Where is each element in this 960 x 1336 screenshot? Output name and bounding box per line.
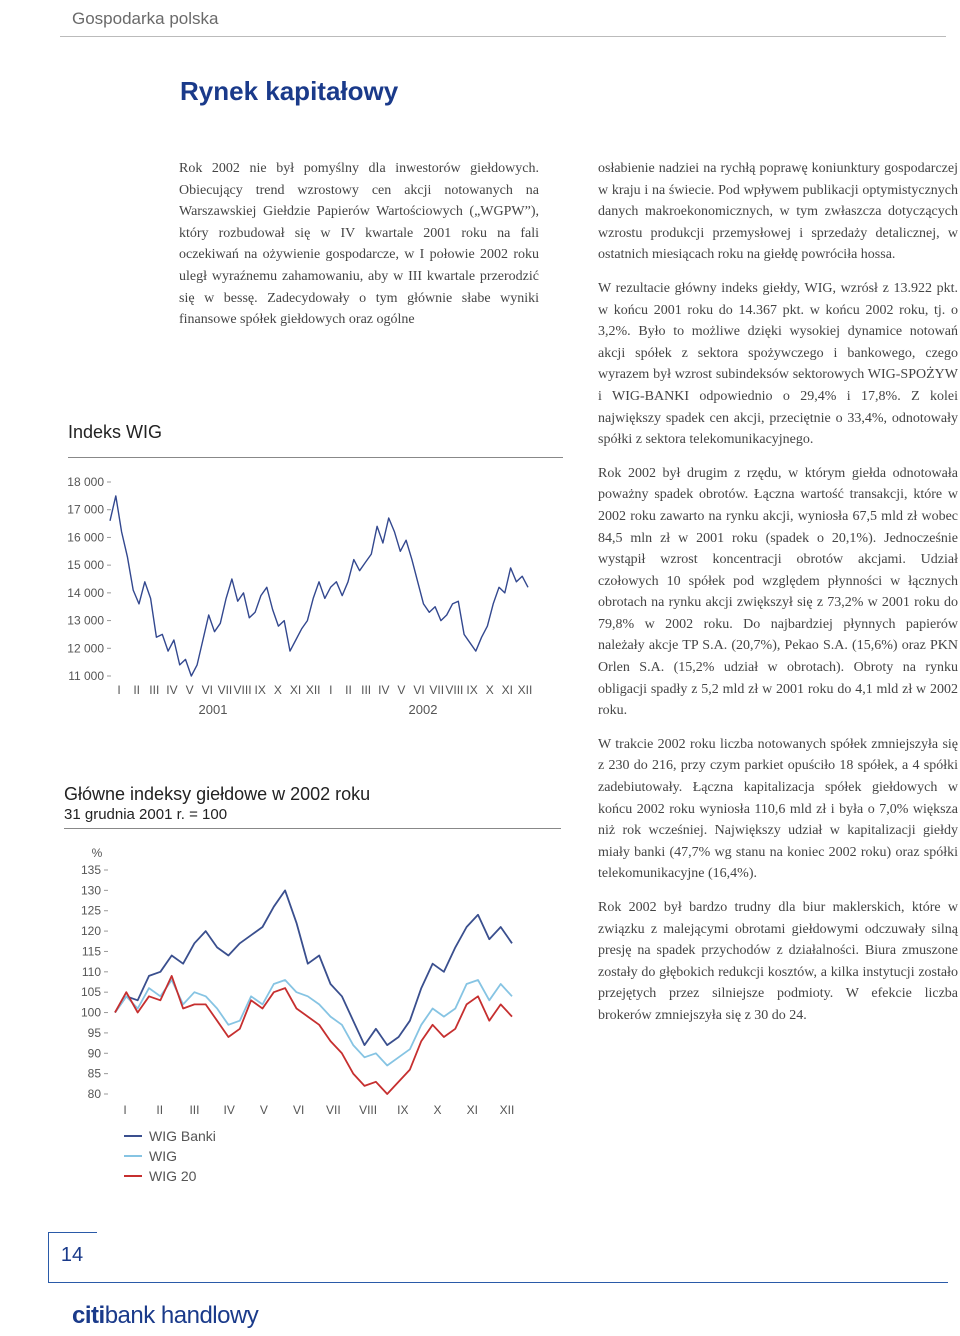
y-tick-label: 12 000 [67,641,104,656]
x-tick-label: XI [501,683,514,697]
x-tick-label: XII [517,683,533,697]
chart1-title: Indeks WIG [68,422,163,442]
y-tick-label: 80 [87,1087,101,1101]
y-tick-label: 11 000 [68,669,104,683]
chart2-title: Główne indeksy giełdowe w 2002 roku [64,784,371,804]
y-tick-label: 85 [87,1066,101,1081]
y-tick-label: 120 [80,924,101,939]
legend-label: WIG 20 [149,1168,197,1184]
y-tick-label: 13 000 [67,613,104,628]
x-tick-label: XII [305,683,321,697]
x-tick-label: VI [201,683,213,697]
x-tick-label: VIII [359,1103,378,1117]
x-tick-label: IV [223,1103,235,1117]
x-tick-label: XI [466,1103,478,1117]
paragraph: Rok 2002 był bardzo trudny dla biur maklerskich, które w związku z malejącymi obrotami giełdowymi odczuwały silną presję na spadek przychodów z działalności. Biura zmuszone zostały do głębokich redukcji kosztów, a kilka instytucji zostało przejętych przez silniejsze podmioty. W efekcie liczba brokerów zmniejszyła się z 30 do 24. [598,900,958,1023]
x-tick-label: III [361,683,372,697]
footer-divider [48,1282,948,1283]
logo-citi: citi [72,1302,105,1329]
paragraph: Rok 2002 nie był pomyślny dla inwestorów giełdowych. Obiecujący trend wzrostowy cen akcji notowanych na Warszawskiej Giełdzie Papierów Wartościowych („WGPW”), który rozbudował się w IV kwartale 2001 roku na fali oczekiwań na ożywienie gospodarcze, w I połowie 2002 roku uległ wyraźnemu zahamowaniu, aby w III kwartale przerodzić się w bessę. Zadecydowały o tym głównie słabe wyniki finansowe spółek giełdowych oraz ogólne [179,161,539,328]
x-tick-label: VI [413,683,425,697]
y-tick-label: 110 [81,964,101,979]
chart2-subtitle: 31 grudnia 2001 r. = 100 [64,806,228,823]
page-title: Rynek kapitałowy [180,76,399,106]
year-label-2001: 2001 [198,702,228,717]
y-tick-label: 15 000 [67,558,104,573]
x-tick-label: II [133,683,140,697]
y-tick-label: 105 [80,985,101,1000]
x-tick-label: IV [378,683,390,697]
x-tick-label: II [156,1103,164,1117]
y-tick-label: 100 [80,1005,101,1020]
x-tick-label: IX [466,683,478,697]
logo-bank-handlowy: bank handlowy [104,1302,259,1329]
x-tick-label: V [397,683,406,697]
x-tick-label: IV [166,683,178,697]
y-tick-label: 17 000 [67,502,104,517]
x-tick-label: VIII [445,683,464,697]
x-tick-label: X [273,683,282,697]
x-tick-label: VII [217,683,233,697]
y-unit-label: % [91,846,103,860]
series-line [115,890,512,1045]
legend-label: WIG Banki [149,1128,216,1144]
x-tick-label: XII [499,1103,515,1117]
y-tick-label: 16 000 [67,530,104,545]
y-tick-label: 95 [87,1025,101,1040]
paragraph: Rok 2002 był drugim z rzędu, w którym giełda odnotowała poważny spadek obrotów. Łączna wartość transakcji, które w 2002 roku zawarto na rynku akcji, wyniosła 67,5 mld zł wobec 84,5 mln zł w 2001 roku (spadek o 20,1%). Jednocześnie wystąpił wzrost koncentracji obrotów akcjami. Udział czołowych 10 spółek pod względem płynności w łącznych obrotach na rynku akcji zwiększył się z 73,2% w 2001 roku do 79,8% w 2002 roku. Do najbardziej płynnych papierów należały akcje TP S.A. (20,7%), Pekao S.A. (15,6%) oraz PKN Orlen S.A. (15,2% udział w obrotach). Obroty na rynku obligacji spadły z 5,2 mld zł w 2001 roku do 4,1 mld zł w 2002 roku. [598,465,958,719]
bank-logo [72,1302,258,1330]
y-tick-label: 130 [80,883,101,898]
x-tick-label: II [345,683,352,697]
x-tick-label: I [117,683,121,697]
series-line [115,976,512,1094]
x-tick-label: I [123,1103,127,1117]
y-tick-label: 135 [80,863,101,877]
year-label-2002: 2002 [408,702,438,717]
paragraph: W rezultacie główny indeks giełdy, WIG, wzrósł z 13.922 pkt. w końcu 2001 roku do 14.367 pkt. w końcu 2002 roku, tj. o 3,2%. Było to możliwe dzięki wysokiej dynamice notowań akcji spółek z sektora spożywczego i bankowego, czego wyrazem był wzrost subindeksów sektorowych WIG-SPOŻYW i WIG-BANKI odpowiednio o 29,4% i 17,8%. Z kolei największy spadek cen akcji, przeciętnie o 33,4%, odnotowały spółki z sektora telekomunikacyjnego. [598,280,958,448]
page-number: 14 [60,1244,84,1266]
y-tick-label: 90 [87,1046,101,1061]
x-tick-label: V [259,1103,268,1117]
x-tick-label: VII [326,1103,341,1117]
x-tick-label: IX [397,1103,409,1117]
y-tick-label: 14 000 [67,585,104,600]
x-tick-label: X [485,683,494,697]
series-line [115,980,512,1066]
x-tick-label: X [433,1103,442,1117]
y-tick-label: 18 000 [67,475,104,489]
x-tick-label: I [329,683,333,697]
paragraph: W trakcie 2002 roku liczba notowanych spółek zmniejszyła się z 230 do 216, przy czym parkiet opuściło 18 spółek, a 4 spółki zadebiutowały. Łączna kapitalizacja spółek giełdowych w końcu 2002 roku wyniosła 110,6 mld zł i była o 7,0% większa niż rok wcześniej. Największy udział w kapitalizacji giełdy miały banki (47,7% wg stanu na koniec 2002 roku) oraz spółki telekomunikacyjne (16,4%). [598,736,958,882]
x-tick-label: VI [292,1103,305,1117]
x-tick-label: VIII [233,683,252,697]
x-tick-label: VII [429,683,445,697]
y-tick-label: 125 [80,903,101,918]
x-tick-label: V [185,683,194,697]
x-tick-label: III [189,1103,200,1117]
running-header: Gospodarka polska [72,9,219,28]
x-tick-label: III [149,683,160,697]
paragraph: osłabienie nadziei na rychłą poprawę koniunktury gospodarczej w kraju i na świecie. Pod wpływem publikacji optymistycznych danych makroekonomicznych, w tym zwłaszcza dotyczących wzrostu produkcji przemysłowej i sprzedaży detalicznej, w ostatnich miesiącach roku na giełdę powróciła hossa. [598,161,958,263]
x-tick-label: IX [254,683,266,697]
y-tick-label: 115 [81,944,101,959]
legend-label: WIG [149,1148,177,1164]
x-tick-label: XI [289,683,302,697]
